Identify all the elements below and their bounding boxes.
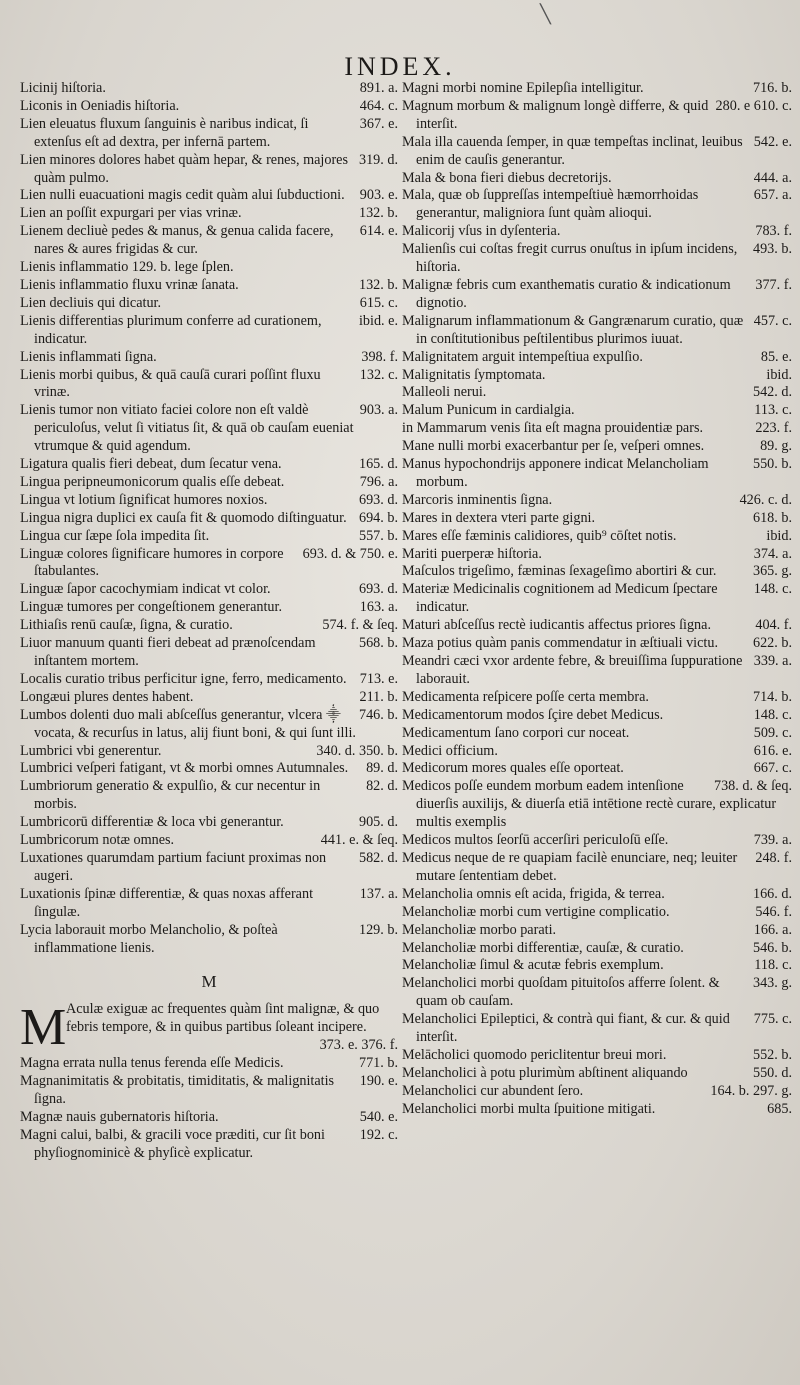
- index-entry: [402, 1065, 792, 1083]
- entry-ref: 618. b.: [752, 509, 792, 526]
- entry-text: Melancholici Epileptici, & contrà qui fiant, & cur. & quid interſit.: [402, 1011, 730, 1046]
- entry-ref: 163. a.: [359, 599, 398, 616]
- entry-ref: 113. c.: [754, 402, 792, 419]
- index-entry: [402, 581, 792, 617]
- index-entry: [402, 563, 792, 581]
- entry-text: Linguæ tumores per congeſtionem generantur.: [20, 599, 283, 616]
- entry-ref: 796. a.: [359, 473, 398, 490]
- index-entry: [20, 528, 398, 546]
- entry-text: Manus hypochondrijs apponere indicat Melancholiam morbum.: [402, 456, 709, 490]
- index-entry: [402, 98, 792, 134]
- entry-text: Lien decliuis qui dicatur.: [20, 294, 162, 311]
- entry-ref: 582. d.: [358, 849, 398, 866]
- entry-text: Melancholiæ morbi cum vertigine complicatio.: [402, 903, 670, 920]
- entry-ref: 365. g.: [752, 563, 792, 580]
- entry-ref: 694. b.: [358, 509, 398, 526]
- entry-text: Marcoris inminentis ſigna.: [402, 491, 553, 508]
- entry-ref: 568. b.: [358, 635, 398, 652]
- entry-text: Lumbrici vbi generentur.: [20, 742, 162, 759]
- entry-ref: 616. e.: [753, 742, 792, 759]
- entry-text: Medicos poſſe eundem morbum eadem intenſione diuerſis auxilijs, & diuerſa etiā intētione rectè curare, explicatur multis exemplis: [402, 778, 777, 831]
- entry-ref: 693. d. & 750. e.: [302, 545, 398, 562]
- index-entry: [20, 760, 398, 778]
- index-entry: [20, 510, 398, 528]
- index-entry: [20, 778, 398, 814]
- index-entry: [20, 402, 398, 456]
- entry-text: Malicorij vſus in dyſenteria.: [402, 223, 561, 240]
- entry-ref: 738. d. & ſeq.: [713, 778, 792, 795]
- entry-text: Melancholici à potu plurimùm abſtinent aliquando: [402, 1064, 688, 1081]
- index-entry: [20, 546, 398, 582]
- entry-text: Malienſis cui coſtas fregit currus onuſtus in ipſum incidens, hiſtoria.: [402, 241, 738, 276]
- entry-ref: 716. b.: [752, 80, 792, 96]
- index-entry: [20, 313, 398, 349]
- entry-ref: 211. b.: [359, 688, 398, 705]
- section-letter: M: [201, 972, 217, 992]
- entry-text: Licinij hiſtoria.: [20, 80, 106, 96]
- entry-ref: 132. c.: [359, 366, 398, 383]
- entry-ref: 165. d.: [358, 456, 398, 473]
- entry-ref: 552. b.: [752, 1046, 792, 1063]
- index-entry: [402, 707, 792, 725]
- entry-ref: 280. e 610. c.: [715, 97, 792, 114]
- entry-text: Maza potius quàm panis commendatur in æſtiuali victu.: [402, 635, 719, 652]
- left-entries-m: [20, 1055, 398, 1162]
- entry-text: Malum Punicum in cardialgia.: [402, 402, 575, 419]
- entry-ref: 129. b.: [358, 921, 398, 938]
- entry-ref: 426. c. d.: [739, 491, 792, 508]
- entry-ref: 667. c.: [753, 760, 792, 777]
- index-entry: [402, 528, 792, 546]
- index-entry: [402, 957, 792, 975]
- index-entry: [402, 313, 792, 349]
- entry-text: Mariti puerperæ hiſtoria.: [402, 545, 542, 562]
- entry-text: Melancholiæ morbo parati.: [402, 921, 557, 938]
- entry-ref: 685.: [767, 1100, 792, 1117]
- entry-text: Medicamentum ſano corpori cur noceat.: [402, 724, 630, 741]
- entry-text: Melācholici quomodo periclitentur breui mori.: [402, 1046, 667, 1063]
- entry-text: Magni calui, balbi, & gracili voce præditi, cur ſit boni phyſiognominicè & phyſicè explicatur.: [20, 1126, 325, 1161]
- entry-text: Lycia laborauit morbo Melancholio, & poſteà inflammatione lienis.: [20, 921, 278, 956]
- entry-ref: 148. c.: [753, 706, 792, 723]
- index-entry: [20, 474, 398, 492]
- dropcap-entry: [20, 1001, 398, 1055]
- index-entry: [402, 384, 792, 402]
- index-entry: [20, 116, 398, 152]
- index-entry: [20, 599, 398, 617]
- index-entry: [402, 1083, 792, 1101]
- index-entry: [20, 581, 398, 599]
- entry-ref: 374. a.: [753, 545, 792, 562]
- entry-ref: 166. a.: [753, 921, 792, 938]
- entry-ref: 248. f.: [755, 849, 792, 866]
- index-entry: [20, 617, 398, 635]
- index-entry: [20, 1073, 398, 1109]
- entry-ref: 137. a.: [359, 885, 398, 902]
- index-entry: [20, 689, 398, 707]
- index-entry: [402, 886, 792, 904]
- left-entries-l: [20, 80, 398, 957]
- entry-ref: 464. c.: [359, 97, 398, 114]
- index-entry: [402, 850, 792, 886]
- index-entry: [402, 492, 792, 510]
- index-entry: [402, 975, 792, 1011]
- entry-text: Maturi abſceſſus rectè iudicantis affectus priores ſigna.: [402, 617, 711, 634]
- entry-ref: 223. f.: [755, 420, 792, 437]
- index-entry: [20, 707, 398, 743]
- index-entry: [402, 1101, 792, 1119]
- index-entry: [20, 152, 398, 188]
- entry-text: Lingua nigra duplici ex cauſa fit & quomodo diſtinguatur.: [20, 509, 347, 526]
- index-entry: [20, 223, 398, 259]
- entry-ref: 339. a.: [753, 653, 792, 669]
- index-entry: [20, 277, 398, 295]
- index-entry: [402, 725, 792, 743]
- index-entry: [20, 80, 398, 98]
- entry-ref: 148. c.: [753, 581, 792, 598]
- index-entry: [20, 98, 398, 116]
- entry-text: Luxationes quarumdam partium faciunt proximas non augeri.: [20, 849, 327, 884]
- entry-text: Lienem decliuè pedes & manus, & genua calida facere, nares & aures frigidas & cur.: [20, 223, 334, 258]
- index-entry: [402, 456, 792, 492]
- entry-ref: 775. c.: [753, 1011, 792, 1028]
- entry-ref: 614. e.: [359, 223, 398, 240]
- entry-ref: 192. c.: [359, 1126, 398, 1143]
- index-entry: [20, 850, 398, 886]
- entry-ref: ibid.: [766, 527, 792, 544]
- index-entry: [20, 814, 398, 832]
- entry-text: Magni morbi nomine Epilepſia intelligitur.: [402, 80, 644, 96]
- entry-ref: 905. d.: [358, 814, 398, 831]
- right-column: [402, 80, 792, 1119]
- entry-text: Materiæ Medicinalis cognitionem ad Medicum ſpectare indicatur.: [402, 581, 718, 616]
- entry-text: Magna errata nulla tenus ferenda eſſe Medicis.: [20, 1055, 284, 1072]
- entry-ref: 373. e. 376. f.: [319, 1037, 398, 1054]
- entry-text: Lienis inflammati ſigna.: [20, 348, 157, 365]
- entry-text: Lien eleuatus fluxum ſanguinis è naribus indicat, ſi extenſus eſt ad dextra, per infernā partem.: [20, 115, 309, 150]
- entry-text: Lingua vt lotium ſignificat humores noxios.: [20, 491, 268, 508]
- entry-ref: 891. a.: [359, 80, 398, 96]
- entry-text: Localis curatio tribus perficitur igne, ferro, medicamento.: [20, 670, 347, 687]
- entry-ref: 615. c.: [359, 294, 398, 311]
- entry-ref: 441. e. & ſeq.: [320, 832, 398, 849]
- entry-text: Malignitatem arguit intempeſtiua expulſio.: [402, 348, 643, 365]
- entry-ref: 132. b.: [358, 205, 398, 222]
- index-entry: [402, 241, 792, 277]
- index-entry: [402, 689, 792, 707]
- index-entry: [20, 886, 398, 922]
- entry-ref: 540. e.: [359, 1108, 398, 1125]
- entry-text: Magnanimitatis & probitatis, timiditatis, & malignitatis ſigna.: [20, 1072, 335, 1107]
- entry-text: Mares in dextera vteri parte gigni.: [402, 509, 596, 526]
- entry-ref: 377. f.: [755, 276, 792, 293]
- index-entry: [402, 1011, 792, 1047]
- entry-ref: 546. b.: [752, 939, 792, 956]
- index-entry: [20, 832, 398, 850]
- entry-text: Malignarum inflammationum & Gangrænarum curatio, quæ in conſtitutionibus peſtilentibus plurimos iuuat.: [402, 312, 744, 347]
- entry-text: Lingua cur ſæpe ſola impedita ſit.: [20, 527, 210, 544]
- entry-text: Magnum morbum & malignum longè differre, & quid interſit.: [402, 97, 709, 132]
- entry-text: Lien nulli euacuationi magis cedit quàm alui ſubductioni.: [20, 187, 345, 204]
- entry-ref: 557. b.: [358, 527, 398, 544]
- entry-text: Medicos multos ſeorſū accerſiri periculoſū eſſe.: [402, 832, 669, 849]
- entry-ref: 367. e.: [359, 115, 398, 132]
- index-entry: [402, 402, 792, 420]
- index-entry: [20, 1127, 398, 1163]
- entry-ref: 574. f. & ſeq.: [322, 617, 398, 634]
- entry-text: Melancholiæ morbi differentiæ, cauſæ, & curatio.: [402, 939, 684, 956]
- index-entry: [20, 295, 398, 313]
- entry-text: Medicorum mores quales eſſe oporteat.: [402, 760, 624, 777]
- index-entry: [402, 922, 792, 940]
- index-entry: [402, 832, 792, 850]
- entry-ref: 542. d.: [752, 384, 792, 401]
- index-entry: [402, 940, 792, 958]
- entry-ref: 622. b.: [752, 635, 792, 652]
- entry-ref: 319. d.: [358, 151, 398, 168]
- entry-ref: 903. e.: [359, 187, 398, 204]
- entry-text: Melancholici morbi quoſdam pituitoſos afferre ſolent. & quam ob cauſam.: [402, 975, 720, 1010]
- entry-text: Liuor manuum quanti fieri debeat ad prænoſcendam inſtantem mortem.: [20, 635, 316, 669]
- index-entry: [20, 1109, 398, 1127]
- entry-ref: 82. d.: [366, 778, 398, 795]
- entry-ref: 771. b.: [358, 1055, 398, 1072]
- entry-ref: 746. b.: [358, 706, 398, 723]
- entry-ref: 693. d.: [358, 491, 398, 508]
- index-entry: [402, 1047, 792, 1065]
- entry-text: Luxationis ſpinæ differentiæ, & quas noxas afferant ſingulæ.: [20, 885, 314, 920]
- entry-text: Lienis inflammatio 129. b. lege ſplen.: [20, 259, 234, 276]
- index-entry: [402, 743, 792, 761]
- right-entries: [402, 80, 792, 1119]
- entry-text: Lumbrici veſperi fatigant, vt & morbi omnes Autumnales.: [20, 760, 349, 777]
- index-entry: [20, 671, 398, 689]
- entry-text: Maſculos trigeſimo, fæminas ſexageſimo abortiri & cur.: [402, 563, 717, 580]
- entry-text: Melancholici morbi multa ſpuitione mitigati.: [402, 1100, 656, 1117]
- index-entry: [402, 187, 792, 223]
- entry-ref: 714. b.: [752, 688, 792, 705]
- entry-text: Linguæ colores ſignificare humores in corpore ſtabulantes.: [20, 545, 284, 580]
- entry-text: Medicamentorum modos ſçire debet Medicus.: [402, 706, 664, 723]
- index-entry: [402, 170, 792, 188]
- left-column: [20, 80, 398, 1162]
- index-entry: [20, 635, 398, 671]
- entry-text: Aculæ exiguæ ac frequentes quàm ſint malignæ, & quo febris tempore, & in quibus partibus ſoleant incipere.: [66, 1001, 380, 1036]
- index-entry: [20, 922, 398, 958]
- entry-ref: 546. f.: [755, 903, 792, 920]
- entry-ref: ibid. e.: [358, 312, 398, 329]
- entry-ref: 164. b. 297. g.: [710, 1082, 792, 1099]
- entry-text: Mane nulli morbi exacerbantur per ſe, veſperi omnes.: [402, 438, 705, 455]
- page-title: INDEX.: [344, 52, 456, 81]
- index-entry: [20, 259, 398, 277]
- entry-ref: 550. b.: [752, 456, 792, 473]
- entry-ref: 693. d.: [358, 581, 398, 598]
- entry-ref: 89. g.: [760, 438, 792, 455]
- index-entry: [402, 367, 792, 385]
- entry-ref: 542. e.: [753, 133, 792, 150]
- entry-text: Lien an poſſit expurgari per vias vrinæ.: [20, 205, 242, 222]
- entry-text: Mala illa cauenda ſemper, in quæ tempeſtas inclinat, leuibus enim de cauſis generantur.: [402, 133, 743, 168]
- index-entry: [402, 80, 792, 98]
- entry-ref: 657. a.: [753, 187, 792, 204]
- entry-text: Medici officium.: [402, 742, 498, 759]
- entry-text: Lienis tumor non vitiato faciei colore non eſt valdè periculoſus, velut ſi vitiatus ſit, & quā ob cauſam eueniat vtrumque & quid agendum.: [20, 402, 354, 455]
- entry-ref: 493. b.: [752, 241, 792, 258]
- entry-text: Lumbos dolenti duo mali abſceſſus generantur, vlcera ⸎ vocata, & recurſus in latus, alij fiunt boni, & qui ſunt illi.: [20, 706, 356, 741]
- index-entry: [402, 653, 792, 689]
- index-entry: [402, 510, 792, 528]
- index-entry: [402, 134, 792, 170]
- index-entry: [20, 456, 398, 474]
- index-entry: [20, 187, 398, 205]
- entry-text: Melancholici cur abundent ſero.: [402, 1082, 584, 1099]
- entry-text: Medicamenta reſpicere poſſe certa membra.: [402, 688, 649, 705]
- entry-text: Magnæ nauis gubernatoris hiſtoria.: [20, 1108, 219, 1125]
- entry-text: Mares eſſe fæminis calidiores, quib⁹ cōſtet notis.: [402, 527, 677, 544]
- index-entry: [402, 904, 792, 922]
- entry-ref: 340. d. 350. b.: [316, 742, 398, 759]
- index-entry: [402, 635, 792, 653]
- entry-text: Lithiaſis renū cauſæ, ſigna, & curatio.: [20, 617, 233, 634]
- entry-text: Mala, quæ ob ſuppreſſas intempeſtiuè hæmorrhoidas generantur, maligniora ſunt quàm alioqui.: [402, 187, 699, 222]
- index-entry: [402, 438, 792, 456]
- index-entry: [402, 223, 792, 241]
- entry-text: Lien minores dolores habet quàm hepar, & renes, majores quàm pulmo.: [20, 151, 349, 186]
- corner-mark: ╲: [540, 4, 551, 24]
- entry-text: Linguæ ſapor cacochymiam indicat vt color.: [20, 581, 271, 598]
- entry-ref: 550. d.: [752, 1064, 792, 1081]
- index-entry: [402, 760, 792, 778]
- index-entry: [402, 349, 792, 367]
- index-entry: [20, 743, 398, 761]
- entry-text: Lumbriorum generatio & expulſio, & cur necentur in morbis.: [20, 778, 321, 813]
- entry-ref: 739. a.: [753, 832, 792, 849]
- index-entry: [402, 617, 792, 635]
- index-entry: [20, 1055, 398, 1073]
- entry-text: Malleoli nerui.: [402, 384, 487, 401]
- entry-ref: 509. c.: [753, 724, 792, 741]
- entry-text: Melancholiæ ſimul & acutæ febris exemplum.: [402, 957, 664, 974]
- index-entry: [402, 546, 792, 564]
- entry-ref: 404. f.: [755, 617, 792, 634]
- entry-ref: 190. e.: [359, 1072, 398, 1089]
- entry-text: Melancholia omnis eſt acida, frigida, & terrea.: [402, 885, 665, 902]
- entry-text: Lienis differentias plurimum conferre ad curationem, indicatur.: [20, 312, 322, 347]
- entry-ref: 398. f.: [361, 348, 398, 365]
- entry-text: Lumbricorum notæ omnes.: [20, 832, 175, 849]
- entry-ref: 89. d.: [366, 760, 398, 777]
- entry-ref: 713. e.: [359, 670, 398, 687]
- entry-text: Meandri cæci vxor ardente febre, & breuiſſima ſuppuratione laborauit.: [402, 653, 743, 687]
- entry-ref: 783. f.: [755, 223, 792, 240]
- index-entry: [20, 367, 398, 403]
- entry-ref: 85. e.: [760, 348, 792, 365]
- index-entry: [402, 778, 792, 832]
- index-entry: [20, 205, 398, 223]
- entry-ref: 444. a.: [753, 169, 792, 186]
- entry-text: Malignitatis ſymptomata.: [402, 366, 546, 383]
- entry-text: Malignæ febris cum exanthematis curatio & indicationum dignotio.: [402, 276, 731, 311]
- entry-ref: 118. c.: [754, 957, 792, 974]
- entry-ref: 132. b.: [358, 276, 398, 293]
- index-entry: [20, 349, 398, 367]
- entry-ref: ibid.: [766, 366, 792, 383]
- entry-text: Lingua peripneumonicorum qualis eſſe debeat.: [20, 473, 285, 490]
- dropcap-letter: M: [20, 999, 67, 1057]
- entry-text: Longæui plures dentes habent.: [20, 688, 194, 705]
- entry-text: Medicus neque de re quapiam facilè enunciare, neq; leuiter mutare ſententiam debet.: [402, 849, 738, 884]
- entry-ref: 903. a.: [359, 402, 398, 419]
- index-entry: [20, 492, 398, 510]
- entry-text: Lumbricorū differentiæ & loca vbi generantur.: [20, 814, 284, 831]
- entry-ref: 166. d.: [752, 885, 792, 902]
- entry-text: Liconis in Oeniadis hiſtoria.: [20, 97, 180, 114]
- entry-text: Lienis morbi quibus, & quā cauſā curari poſſint fluxu vrinæ.: [20, 366, 321, 401]
- entry-text: Ligatura qualis fieri debeat, dum ſecatur vena.: [20, 456, 282, 473]
- index-entry: [402, 277, 792, 313]
- entry-text: Lienis inflammatio fluxu vrinæ ſanata.: [20, 276, 239, 293]
- entry-ref: 343. g.: [752, 975, 792, 992]
- entry-ref: 457. c.: [753, 312, 792, 329]
- index-entry: [402, 420, 792, 438]
- entry-text: in Mammarum venis ſita eſt magna prouidentiæ pars.: [402, 420, 704, 437]
- entry-text: Mala & bona fieri diebus decretorijs.: [402, 169, 612, 186]
